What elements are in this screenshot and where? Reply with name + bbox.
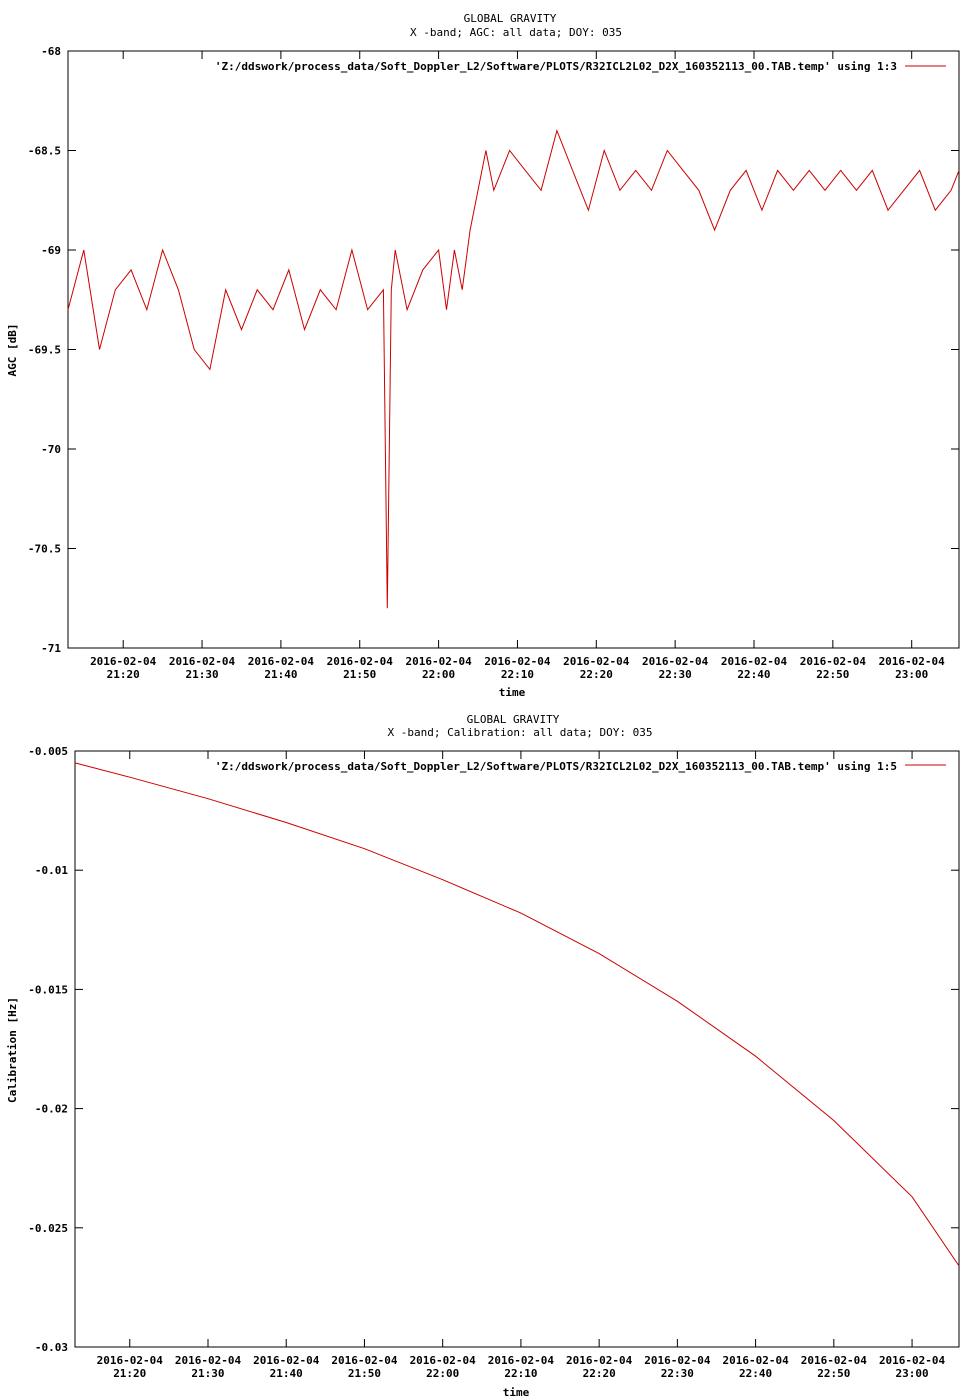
legend-label: 'Z:/ddswork/process_data/Soft_Doppler_L2/Software/PLOTS/R32ICL2L02_D2X_160352113_00.TAB.temp' using 1:3 xyxy=(214,60,897,73)
y-tick-label: -0.01 xyxy=(34,864,68,878)
x-tick-label-time: 21:50 xyxy=(343,668,377,681)
series-group xyxy=(75,763,959,1266)
x-tick-label-date: 2016-02-04 xyxy=(168,655,236,668)
x-tick-label-date: 2016-02-04 xyxy=(96,1354,163,1367)
x-tick-label-time: 22:40 xyxy=(739,1367,773,1380)
y-tick-label: -69.5 xyxy=(27,343,61,357)
chart-subtitle: X -band; AGC: all data; DOY: 035 xyxy=(410,26,622,39)
x-tick-label-time: 22:50 xyxy=(817,1367,851,1380)
y-tick-label: -0.025 xyxy=(28,1221,68,1235)
y-axis xyxy=(28,745,959,1354)
x-tick-label-time: 22:00 xyxy=(422,668,456,681)
x-tick-label-time: 21:40 xyxy=(264,668,298,681)
x-tick-label-date: 2016-02-04 xyxy=(563,655,630,668)
x-tick-label-date: 2016-02-04 xyxy=(800,1354,867,1367)
y-tick-label: -68 xyxy=(41,45,61,58)
x-tick-label-time: 22:10 xyxy=(500,668,535,681)
y-tick-label: -0.03 xyxy=(34,1341,68,1354)
x-tick-label-time: 23:00 xyxy=(895,668,929,681)
x-tick-label-date: 2016-02-04 xyxy=(642,655,709,668)
x-tick-label-date: 2016-02-04 xyxy=(878,655,945,668)
x-tick-label-date: 2016-02-04 xyxy=(409,1354,476,1367)
y-tick-label: -68.5 xyxy=(27,144,61,158)
y-tick-label: -70 xyxy=(41,443,61,456)
y-tick-label: -0.015 xyxy=(28,983,68,997)
chart-title: GLOBAL GRAVITY xyxy=(463,12,557,25)
x-tick-label-date: 2016-02-04 xyxy=(566,1354,633,1367)
x-tick-label-date: 2016-02-04 xyxy=(484,655,551,668)
x-tick-label-date: 2016-02-04 xyxy=(326,655,393,668)
x-axis-label: time xyxy=(502,1386,530,1399)
x-tick-label-time: 21:20 xyxy=(106,668,140,681)
x-tick-label-time: 23:00 xyxy=(895,1367,929,1380)
x-tick-label-time: 21:30 xyxy=(185,668,219,681)
x-tick-label-time: 22:00 xyxy=(426,1367,460,1380)
x-axis-label: time xyxy=(498,686,526,699)
chart-subtitle: X -band; Calibration: all data; DOY: 035 xyxy=(387,726,653,739)
x-tick-label-time: 22:50 xyxy=(816,668,850,681)
y-tick-label: -0.02 xyxy=(34,1102,68,1116)
x-tick-label-time: 21:20 xyxy=(113,1367,147,1380)
x-tick-label-time: 22:40 xyxy=(737,668,771,681)
x-tick-label-time: 22:30 xyxy=(658,668,692,681)
x-tick-label-date: 2016-02-04 xyxy=(799,655,866,668)
x-tick-label-time: 21:50 xyxy=(347,1367,382,1380)
x-tick-label-time: 22:20 xyxy=(579,668,613,681)
x-tick-label-time: 22:20 xyxy=(582,1367,616,1380)
chart-title: GLOBAL GRAVITY xyxy=(466,713,560,726)
x-tick-label-time: 21:40 xyxy=(269,1367,303,1380)
x-tick-label-time: 22:10 xyxy=(504,1367,538,1380)
x-tick-label-date: 2016-02-04 xyxy=(247,655,315,668)
series-group xyxy=(68,131,959,609)
x-tick-label-date: 2016-02-04 xyxy=(253,1354,320,1367)
plot-frame xyxy=(75,751,959,1347)
x-tick-label-date: 2016-02-04 xyxy=(644,1354,711,1367)
x-tick-label-date: 2016-02-04 xyxy=(722,1354,789,1367)
x-tick-label-time: 21:30 xyxy=(191,1367,225,1380)
x-tick-label-date: 2016-02-04 xyxy=(405,655,472,668)
y-tick-label: -71 xyxy=(41,642,61,655)
x-tick-label-date: 2016-02-04 xyxy=(487,1354,555,1367)
legend-label: 'Z:/ddswork/process_data/Soft_Doppler_L2/Software/PLOTS/R32ICL2L02_D2X_160352113_00.TAB.temp' using 1:5 xyxy=(214,760,897,773)
x-axis xyxy=(90,51,945,681)
y-tick-label: -0.005 xyxy=(28,745,68,758)
y-axis-label: AGC [dB] xyxy=(6,323,19,377)
y-axis-label: Calibration [Hz] xyxy=(6,997,19,1103)
y-tick-label: -70.5 xyxy=(27,542,61,556)
x-tick-label-date: 2016-02-04 xyxy=(878,1354,946,1367)
y-tick-label: -69 xyxy=(41,244,61,257)
x-tick-label-date: 2016-02-04 xyxy=(720,655,788,668)
x-tick-label-time: 22:30 xyxy=(660,1367,694,1380)
series-line xyxy=(68,131,959,609)
series-line xyxy=(75,763,959,1266)
x-tick-label-date: 2016-02-04 xyxy=(174,1354,242,1367)
calibration-chart xyxy=(0,700,980,1400)
y-axis xyxy=(28,45,959,655)
plot-frame xyxy=(68,51,959,648)
x-tick-label-date: 2016-02-04 xyxy=(90,655,157,668)
x-axis xyxy=(97,751,946,1380)
x-tick-label-date: 2016-02-04 xyxy=(331,1354,398,1367)
